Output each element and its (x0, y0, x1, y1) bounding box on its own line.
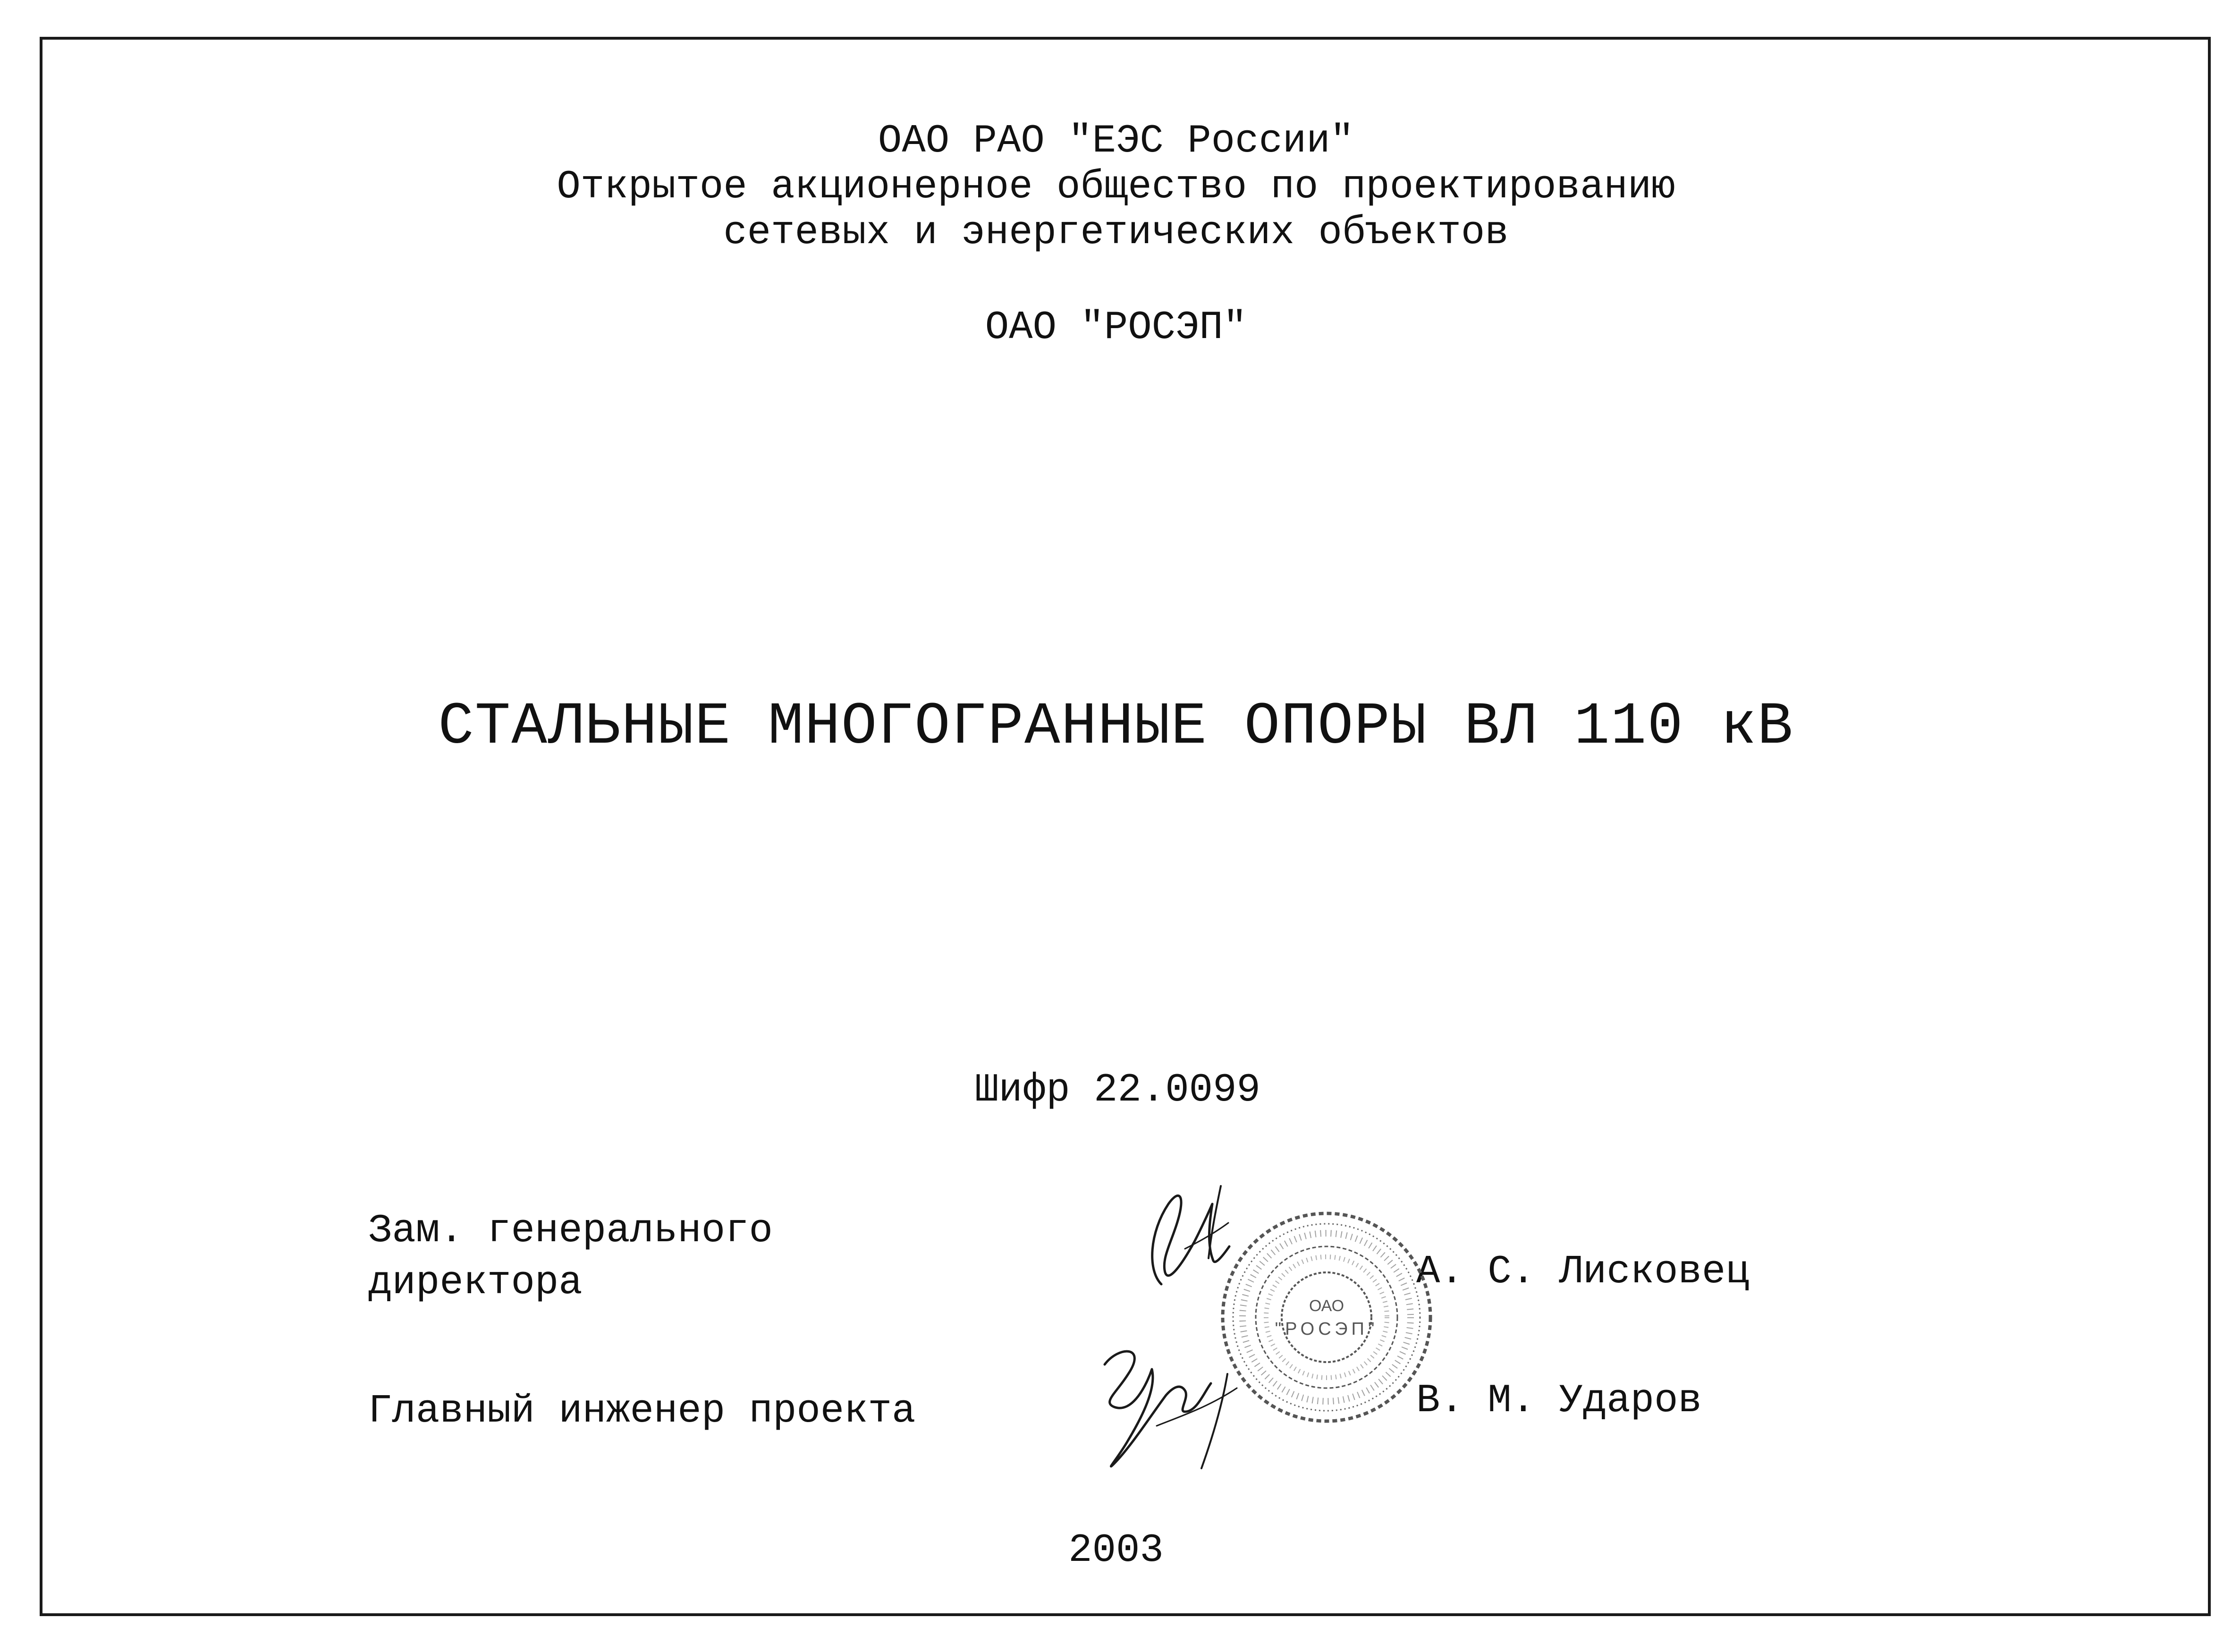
signatory-1-position-line-2: директора (368, 1261, 583, 1305)
seal-center-line-1: ОАО (1309, 1297, 1344, 1315)
document-code: Шифр 22.0099 (975, 1068, 1260, 1113)
org-line-1: ОАО РАО "ЕЭС России" (878, 119, 1354, 164)
signatory-2-position: Главный инженер проекта (368, 1389, 916, 1434)
org-short-name: ОАО "РОСЭП" (985, 305, 1247, 350)
seal-center-line-2: "РОСЭП" (1275, 1319, 1378, 1339)
signatory-2-name: В. М. Ударов (1416, 1379, 1702, 1423)
document-title: СТАЛЬНЫЕ МНОГОГРАННЫЕ ОПОРЫ ВЛ 110 кВ (438, 693, 1794, 761)
signatory-1-name: А. С. Лисковец (1416, 1250, 1750, 1295)
org-line-2: Открытое акционерное общество по проектированию (557, 165, 1675, 210)
signature-2 (1086, 1331, 1256, 1478)
signature-1 (1128, 1176, 1251, 1298)
document-year: 2003 (1068, 1528, 1164, 1573)
org-line-3: сетевых и энергетических объектов (723, 211, 1509, 255)
signatory-1-position-line-1: Зам. генерального (368, 1209, 773, 1254)
